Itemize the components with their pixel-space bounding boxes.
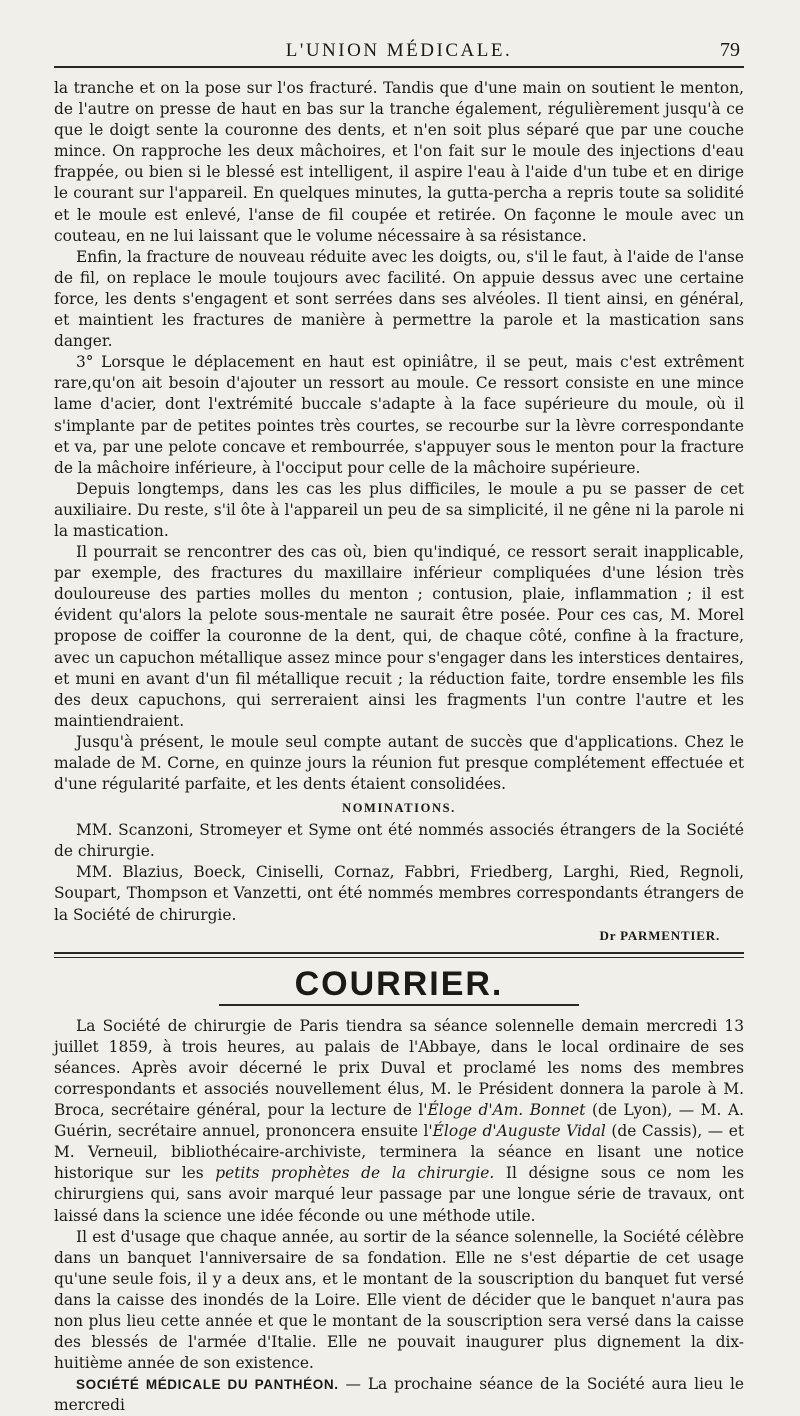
paragraph: Il pourrait se rencontrer des cas où, bien qu'indiqué, ce ressort serait inapplicable, par exemple, des fractures du maxillaire inférieur compliquées d'une lésion très douloureuse des parties molles du menton ; contusion, plaie, inflammation ; il est évident qu'alors la pelote sous-mentale ne saurait être posée. Pour ces cas, M. Morel propose de coiffer la couronne de la dent, qui, de chaque côté, confine à la fracture, avec un capuchon métallique assez mince pour s'engager dans les interstices dentaires, et muni en avant d'un fil métallique recuit ; la réduction faite, tordre ensemble les fils des deux capuchons, qui serreraient ainsi les fragments l'un contre l'autre et les maintiendraient. [54,543,744,730]
signature: Dr PARMENTIER. [599,927,720,943]
courrier-text: La Société de chirurgie de Paris tiendra sa séance solennelle demain mercredi 13 juillet 1859, à trois heures, au palais de l'Abbaye, dans le local ordinaire de ses séances. Après avoir décerné le prix Duval et proclamé les noms des membres correspondants et associés nouvellement élus, M. le Président donnera la parole à M. Broca, secrétaire général, pour la lecture de l' [54,1016,744,1120]
page [54,0,744,1416]
courrier-text: Il désigne sous ce nom les chirurgiens qui, sans avoir marqué leur passage par une longue série de travaux, ont laissé dans la science une idée féconde ou une méthode utile. [54,1164,744,1225]
running-title: L'UNION MÉDICALE. [285,40,513,61]
nominations-paragraph: MM. Scanzoni, Stromeyer et Syme ont été nommés associés étrangers de la Société de chirurgie. [54,821,744,861]
courrier-paragraph [54,1374,744,1416]
paragraph: Enfin, la fracture de nouveau réduite avec les doigts, ou, s'il le faut, à l'aide de l'anse de fil, on replace le moule toujours avec facilité. On appuie dessus avec une certaine force, les dents s'engagent et sont serrées dans ses alvéoles. Il tient ainsi, en général, et maintient les fractures de manière à permettre la parole et la mastication sans danger. [54,247,744,351]
nominations-title: NOMINATIONS. [342,801,456,816]
header-rule [54,66,744,68]
page-number: 79 [720,39,740,61]
courrier-paragraph: Il est d'usage que chaque année, au sortir de la séance solennelle, la Société célèbre dans un banquet l'anniversaire de sa fondation. Elle ne s'est départie de cet usage qu'une seule fois, il y a deux ans, et le montant de la souscription du banquet fut versé dans la caisse des inondés de la Loire. Elle vient de décider que le banquet n'aura pas non plus lieu cette année et que le montant de la souscription sera versé dans la caisse des blessés de l'armée d'Italie. Elle ne pouvait inaugurer plus dignement la dix-huitième année de son existence. [54,1227,744,1373]
courrier-paragraph [54,1016,744,1227]
society-name: SOCIÉTÉ MÉDICALE DU PANTHÉON. [76,1377,339,1393]
paragraph-continuation: la tranche et on la pose sur l'os fracturé. Tandis que d'une main on soutient le menton, de l'autre on presse de haut en bas sur la tranche également, régulièrement jusqu'à ce que le doigt sente la couronne des dents, et n'en soit plus séparé que par une couche mince. On rapproche les deux mâchoires, et l'on fait sur le moule des injections d'eau frappée, ou bien si le blessé est intelligent, il aspire l'eau à l'aide d'un tube et en dirige le courant sur l'appareil. En quelques minutes, la gutta-percha a repris toute sa solidité et le moule est enlevé, l'anse de fil coupée et retirée. On façonne le moule avec un couteau, en ne lui laissant que le volume nécessaire à sa résistance. [54,79,744,245]
nominations-paragraph: MM. Blazius, Boeck, Ciniselli, Cornaz, Fabbri, Friedberg, Larghi, Ried, Regnoli, Soupart, Thompson et Vanzetti, ont été nommés membres correspondants étrangers de la Société de chirurgie. [54,863,744,924]
eloge-bonnet-title: Éloge d'Am. Bonnet [427,1101,586,1120]
section-divider [54,952,744,958]
paragraph: Jusqu'à présent, le moule seul compte autant de succès que d'applications. Chez le malade de M. Corne, en quinze jours la réunion fut presque complétement effectuée et d'une régularité parfaite, et les dents étaient consolidées. [54,732,744,794]
courrier-underline [219,1004,579,1006]
paragraph: Depuis longtemps, dans les cas les plus difficiles, le moule a pu se passer de cet auxiliaire. Du reste, s'il ôte à l'appareil un peu de sa simplicité, il ne gêne ni la parole ni la mastication. [54,479,744,540]
courrier-text: — La prochaine séance de la Société aura lieu le mercredi [54,1375,745,1415]
courrier-text: (de Cassis), — et M. Verneuil, bibliothécaire-archiviste, terminera la séance en lisant une notice historique sur les [54,1122,744,1183]
notice-title: petits prophètes de la chirurgie. [215,1164,495,1183]
eloge-vidal-title: Éloge d'Auguste Vidal [432,1122,606,1141]
courrier-text: (de Lyon), — M. A. Guérin, secrétaire annuel, prononcera ensuite l' [54,1101,744,1141]
paragraph: 3° Lorsque le déplacement en haut est opiniâtre, il se peut, mais c'est extrêment rare,qu'on ait besoin d'ajouter un ressort au moule. Ce ressort consiste en une mince lame d'acier, dont l'extrémité buccale s'adapte à la face supérieure du moule, où il s'implante par de petites pointes très courtes, se recourbe sur la lèvre correspondante et va, par une pelote concave et rembourrée, s'appuyer sous le menton pour la fracture de la mâchoire inférieure, à l'occiput pour celle de la mâchoire supérieure. [54,353,744,477]
courrier-title: COURRIER. [294,964,504,1003]
running-header [54,18,744,62]
